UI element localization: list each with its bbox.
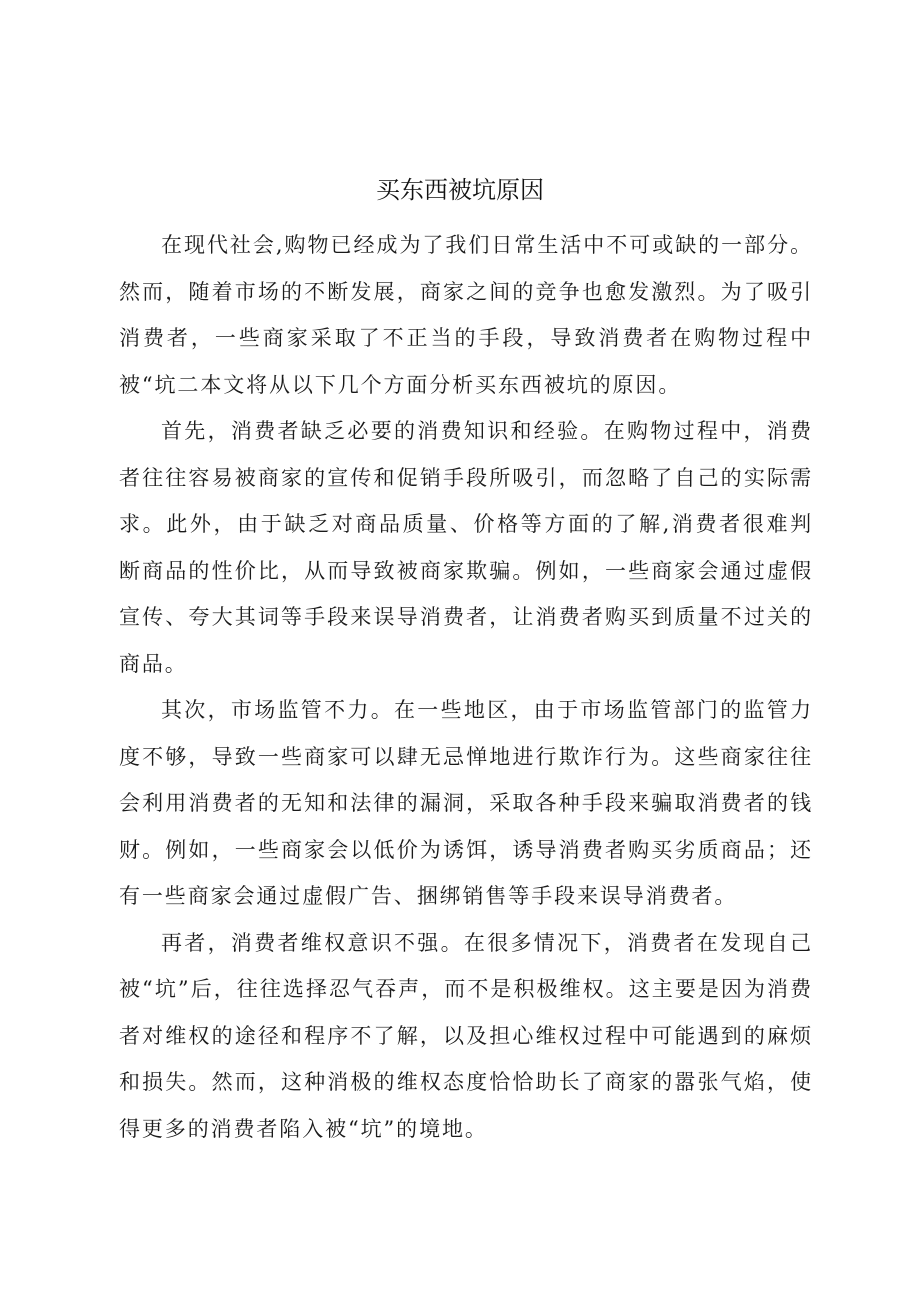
- paragraph-third-reason: 再者，消费者维权意识不强。在很多情况下，消费者在发现自己被“坑”后，往往选择忍气吞声，而不是积极维权。这主要是因为消费者对维权的途径和程序不了解，以及担心维权过程中可能遇到的麻烦和损失。然而，这种消极的维权态度恰恰助长了商家的嚣张气焰，使得更多的消费者陷入被“坑”的境地。: [119, 930, 813, 1141]
- paragraph-first-reason: 首先，消费者缺乏必要的消费知识和经验。在购物过程中，消费者往往容易被商家的宣传和促销手段所吸引，而忽略了自己的实际需求。此外，由于缺乏对商品质量、价格等方面的了解,消费者很难判断商品的性价比，从而导致被商家欺骗。例如，一些商家会通过虚假宣传、夸大其词等手段来误导消费者，让消费者购买到质量不过关的商品。: [119, 419, 813, 676]
- document-title: 买东西被坑原因: [376, 176, 544, 204]
- paragraph-intro: 在现代社会,购物已经成为了我们日常生活中不可或缺的一部分。然而，随着市场的不断发展，商家之间的竞争也愈发激烈。为了吸引消费者，一些商家采取了不正当的手段，导致消费者在购物过程中被“坑二本文将从以下几个方面分析买东西被坑的原因。: [119, 233, 813, 397]
- paragraph-second-reason: 其次，市场监管不力。在一些地区，由于市场监管部门的监管力度不够，导致一些商家可以肆无忌惮地进行欺诈行为。这些商家往往会利用消费者的无知和法律的漏洞，采取各种手段来骗取消费者的钱财。例如，一些商家会以低价为诱饵，诱导消费者购买劣质商品；还有一些商家会通过虚假广告、捆绑销售等手段来误导消费者。: [119, 698, 813, 908]
- document-body: [119, 222, 813, 1152]
